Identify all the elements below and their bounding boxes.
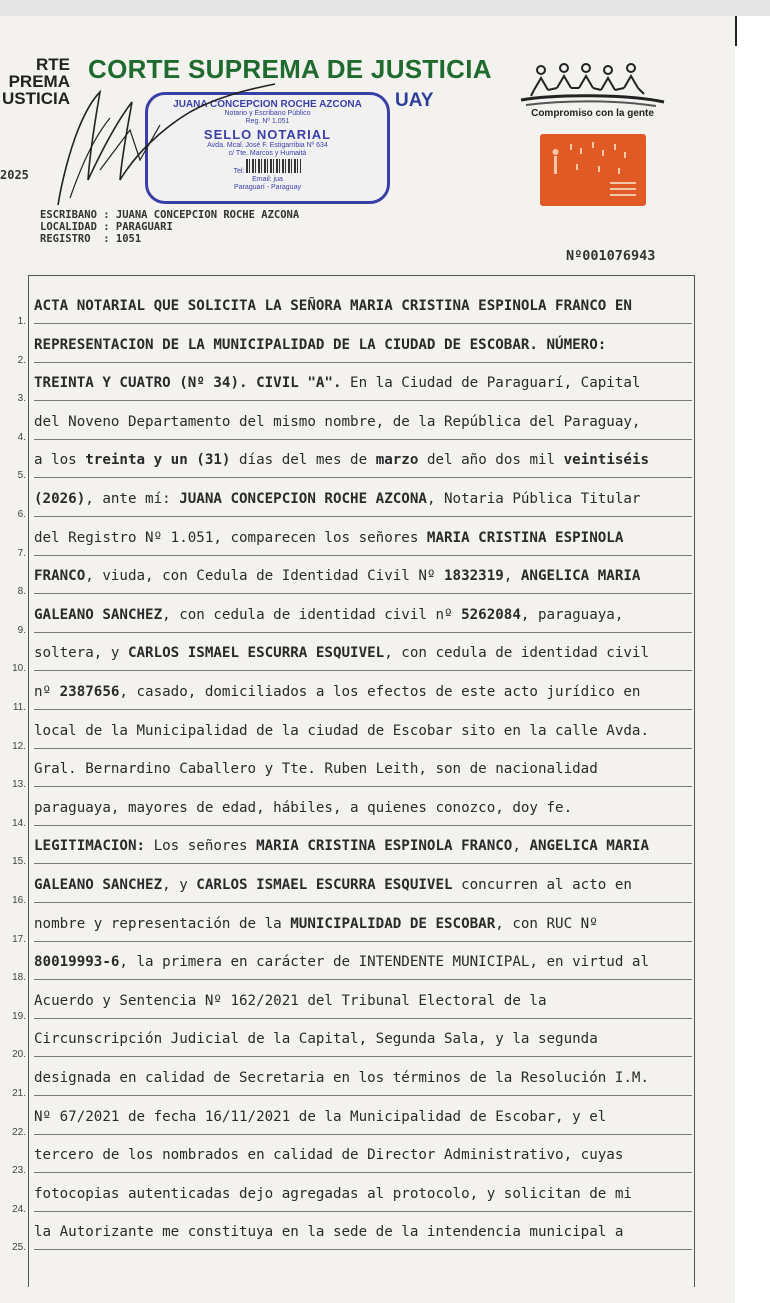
line-number: 13. — [12, 779, 26, 790]
right-margin — [735, 16, 770, 1303]
line-text: fotocopias autenticadas dejo agregadas al protocolo, y solicitan de mi — [34, 1186, 632, 1202]
line-text: , paraguaya, — [520, 607, 624, 623]
registry-localidad: LOCALIDAD : PARAGUARI — [40, 221, 173, 233]
line-rule — [34, 1056, 692, 1057]
bold-text: MUNICIPALIDAD DE ESCOBAR — [290, 916, 496, 932]
line-text: , con cedula de identidad civil — [384, 645, 650, 661]
bold-text: GALEANO SANCHEZ — [34, 877, 163, 893]
line-text: En la Ciudad de Paraguarí, Capital — [341, 375, 641, 391]
right-edge-line — [735, 16, 737, 46]
bold-text: 80019993-6 — [34, 954, 120, 970]
line-number: 1. — [17, 316, 26, 327]
line-rule — [34, 1249, 692, 1250]
bold-text: MARIA CRISTINA ESPINOLA FRANCO — [256, 838, 513, 854]
document-line — [34, 1070, 684, 1086]
line-number: 11. — [12, 702, 26, 713]
stamp-line: Email: jua — [252, 176, 283, 183]
line-number: 24. — [12, 1204, 26, 1215]
registry-info — [40, 209, 299, 245]
line-rule — [34, 477, 692, 478]
registry-value: 1051 — [115, 233, 142, 245]
registry-value: JUANA CONCEPCION ROCHE AZCONA — [115, 209, 300, 221]
line-text: local de la Municipalidad de la ciudad de Escobar sito en la calle Avda. — [34, 723, 649, 739]
line-text: días del mes de — [230, 452, 376, 468]
line-number: 21. — [12, 1088, 26, 1099]
cut-court-line: PREMA — [8, 72, 70, 91]
line-number: 20. — [12, 1049, 26, 1060]
document-line — [34, 916, 684, 932]
line-number: 7. — [17, 548, 26, 559]
line-rule — [34, 555, 692, 556]
bold-text: (2026) — [34, 491, 86, 507]
line-text: , ante mí: — [85, 491, 180, 507]
line-number: 4. — [17, 432, 26, 443]
document-line — [34, 684, 684, 700]
line-rule — [34, 1134, 692, 1135]
document-line — [34, 723, 684, 739]
document-line — [34, 1147, 684, 1163]
line-text: Nº 67/2021 de fecha 16/11/2021 de la Municipalidad de Escobar, y el — [34, 1109, 607, 1125]
bold-text: LEGITIMACION: — [34, 838, 146, 854]
line-text: , Notaria Pública Titular — [426, 491, 641, 507]
line-text: , — [512, 838, 530, 854]
slogan: Compromiso con la gente — [531, 108, 654, 119]
document-line — [34, 761, 684, 777]
line-text: tercero de los nombrados en calidad de Director Administrativo, cuyas — [34, 1147, 624, 1163]
document-line — [34, 414, 684, 430]
line-text: del Noveno Departamento del mismo nombre, de la República del Paraguay, — [34, 414, 641, 430]
cut-court-line: RTE — [36, 55, 70, 74]
bold-text: treinta y un (31) — [85, 452, 231, 468]
line-rule — [34, 1095, 692, 1096]
stamp-title: SELLO NOTARIAL — [203, 127, 332, 142]
line-rule — [34, 825, 692, 826]
line-number: 6. — [17, 509, 26, 520]
stamp-line: Notario y Escribano Público — [224, 110, 311, 117]
bold-text: marzo — [375, 452, 419, 468]
line-number: 22. — [12, 1127, 26, 1138]
court-title: CORTE SUPREMA DE JUSTICIA — [88, 54, 492, 84]
bold-text: veintiséis — [563, 452, 650, 468]
court-emblem-icon — [540, 134, 646, 206]
document-line — [34, 491, 684, 507]
line-number: 18. — [12, 972, 26, 983]
registry-escribano: ESCRIBANO : JUANA CONCEPCION ROCHE AZCONA — [40, 209, 300, 221]
document-line — [34, 1186, 684, 1202]
document-line — [34, 298, 684, 314]
registry-label: LOCALIDAD — [40, 221, 97, 233]
line-text: , y — [162, 877, 197, 893]
document-line — [34, 838, 684, 854]
bold-text: CARLOS ISMAEL ESCURRA ESQUIVEL — [127, 645, 385, 661]
line-number: 19. — [12, 1011, 26, 1022]
line-text: Los señores — [145, 838, 257, 854]
line-number: 10. — [12, 663, 26, 674]
line-rule — [34, 979, 692, 980]
line-rule — [34, 323, 692, 324]
registry-registro: REGISTRO : 1051 — [40, 233, 142, 245]
document-number: Nº001076943 — [566, 248, 656, 264]
line-number: 23. — [12, 1165, 26, 1176]
line-rule — [34, 863, 692, 864]
line-rule — [34, 748, 692, 749]
line-number: 12. — [12, 741, 26, 752]
line-text: , con RUC Nº — [495, 916, 598, 932]
line-rule — [34, 362, 692, 363]
bold-text: GALEANO SANCHEZ — [34, 607, 163, 623]
registry-value: PARAGUARI — [115, 221, 173, 233]
line-text: nombre y representación de la — [34, 916, 291, 932]
line-text: , — [503, 568, 521, 584]
line-text: del año dos mil — [418, 452, 564, 468]
line-rule — [34, 1018, 692, 1019]
bold-text: JUANA CONCEPCION ROCHE AZCONA — [179, 491, 427, 507]
line-rule — [34, 670, 692, 671]
people-logo-icon — [516, 60, 666, 112]
document-line — [34, 452, 684, 468]
line-text: designada en calidad de Secretaria en los términos de la Resolución I.M. — [34, 1070, 649, 1086]
bold-text: 5262084 — [461, 607, 521, 623]
bold-text: ANGELICA MARIA — [529, 838, 650, 854]
line-text: soltera, y — [34, 645, 128, 661]
line-text: Circunscripción Judicial de la Capital, Segunda Sala, y la segunda — [34, 1031, 598, 1047]
line-number: 5. — [17, 470, 26, 481]
line-number: 9. — [17, 625, 26, 636]
document-line — [34, 568, 684, 584]
line-number: 3. — [17, 393, 26, 404]
bold-text: REPRESENTACION DE LA MUNICIPALIDAD DE LA CIUDAD DE ESCOBAR. NÚMERO: — [34, 337, 607, 353]
line-rule — [34, 632, 692, 633]
line-text: Gral. Bernardino Caballero y Tte. Ruben Leith, son de nacionalidad — [34, 761, 598, 777]
line-rule — [34, 1172, 692, 1173]
line-text: concurren al acto en — [452, 877, 632, 893]
stamp-line: c/ Tte. Marcos y Humaitá — [228, 150, 307, 157]
year-fragment: 2025 — [0, 168, 29, 182]
line-rule — [34, 439, 692, 440]
bold-text: 2387656 — [59, 684, 120, 700]
document-line — [34, 530, 684, 546]
line-number: 17. — [12, 934, 26, 945]
bold-text: ANGELICA MARIA — [520, 568, 641, 584]
line-text: , la primera en carácter de INTENDENTE MUNICIPAL, en virtud al — [119, 954, 650, 970]
line-rule — [34, 516, 692, 517]
line-text: del Registro Nº 1.051, comparecen los señores — [34, 530, 427, 546]
document-line — [34, 993, 684, 1009]
line-text: la Autorizante me constituya en la sede de la intendencia municipal a — [34, 1224, 624, 1240]
line-rule — [34, 941, 692, 942]
line-number: 14. — [12, 818, 26, 829]
line-number: 16. — [12, 895, 26, 906]
bold-text: ACTA NOTARIAL QUE SOLICITA LA SEÑORA MARIA CRISTINA ESPINOLA FRANCO EN — [34, 298, 632, 314]
line-text: paraguaya, mayores de edad, hábiles, a quienes conozco, doy fe. — [34, 800, 573, 816]
stamp-line: Reg. Nº 1.051 — [245, 118, 290, 125]
bold-text: TREINTA Y CUATRO (Nº 34). CIVIL "A". — [34, 375, 342, 391]
document-line — [34, 954, 684, 970]
cut-court-line: USTICIA — [2, 89, 70, 108]
line-text: a los — [34, 452, 86, 468]
bold-text: FRANCO — [34, 568, 86, 584]
document-line — [34, 375, 684, 391]
document-line — [34, 1031, 684, 1047]
document-line — [34, 607, 684, 623]
stamp-phone: Tel: — [233, 168, 245, 175]
line-text: , con cedula de identidad civil nº — [162, 607, 462, 623]
line-text: , casado, domiciliados a los efectos de este acto jurídico en — [119, 684, 641, 700]
registry-label: REGISTRO — [40, 233, 91, 245]
stamp-line: Avda. Mcal. José F. Estigarribia Nº 634 — [207, 142, 328, 149]
line-rule — [34, 709, 692, 710]
line-number: 8. — [17, 586, 26, 597]
document-line — [34, 877, 684, 893]
document-line — [34, 1109, 684, 1125]
line-rule — [34, 1211, 692, 1212]
bold-text: MARIA CRISTINA ESPINOLA — [426, 530, 624, 546]
top-bar — [0, 0, 770, 16]
court-logo — [540, 134, 646, 206]
line-number: 25. — [12, 1242, 26, 1253]
line-number: 2. — [17, 355, 26, 366]
document-line — [34, 337, 684, 353]
line-rule — [34, 786, 692, 787]
registry-label: ESCRIBANO — [40, 209, 97, 221]
bold-text: CARLOS ISMAEL ESCURRA ESQUIVEL — [196, 877, 453, 893]
document-line — [34, 1224, 684, 1240]
line-text: Acuerdo y Sentencia Nº 162/2021 del Tribunal Electoral de la — [34, 993, 547, 1009]
stamp-name: JUANA CONCEPCION ROCHE AZCONA — [173, 99, 362, 110]
line-rule — [34, 400, 692, 401]
signature-icon — [40, 70, 290, 210]
document-line — [34, 800, 684, 816]
line-rule — [34, 902, 692, 903]
document-line — [34, 645, 684, 661]
stamp-line: Paraguarí - Paraguay — [234, 184, 301, 191]
line-text: , viuda, con Cedula de Identidad Civil Nº — [85, 568, 444, 584]
court-subtitle-fragment: UAY — [395, 90, 434, 111]
bold-text: 1832319 — [444, 568, 504, 584]
line-rule — [34, 593, 692, 594]
line-number: 15. — [12, 856, 26, 867]
line-text: nº — [34, 684, 60, 700]
